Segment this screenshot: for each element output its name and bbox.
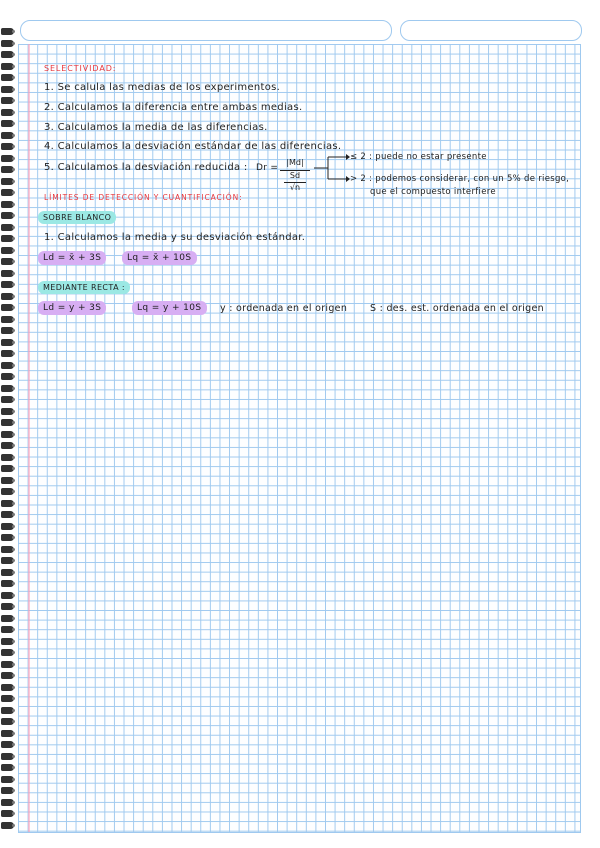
formula-numerator: |Md| (286, 158, 304, 167)
spiral-ring (1, 166, 14, 173)
section-title-selectividad: SELECTIVIDAD: (44, 64, 117, 73)
note-s: S : des. est. ordenada en el origen (370, 303, 544, 314)
spiral-ring (1, 592, 14, 599)
formula-ld-recta: Ld = y + 3S (38, 301, 106, 315)
spiral-ring (1, 247, 14, 254)
spiral-ring (1, 293, 14, 300)
formula-lq-recta: Lq = y + 10S (132, 301, 207, 315)
spiral-ring (1, 649, 14, 656)
spiral-ring (1, 431, 14, 438)
spiral-ring (1, 224, 14, 231)
spiral-ring (1, 339, 14, 346)
spiral-ring (1, 281, 14, 288)
spiral-ring (1, 316, 14, 323)
spiral-ring (1, 373, 14, 380)
spiral-ring (1, 178, 14, 185)
spiral-ring (1, 235, 14, 242)
outcome-gt-2: > 2 : podemos considerar, con un 5% de riesgo, (350, 174, 570, 184)
spiral-ring (1, 787, 14, 794)
spiral-ring (1, 396, 14, 403)
spiral-ring (1, 28, 14, 35)
spiral-ring (1, 327, 14, 334)
spiral-ring (1, 362, 14, 369)
step-5: 5. Calculamos la desviación reducida : (44, 162, 248, 173)
spiral-ring (1, 63, 14, 70)
outcome-gt-2-cont: que el compuesto interfiere (370, 187, 496, 197)
spiral-ring (1, 557, 14, 564)
spiral-ring (1, 454, 14, 461)
spiral-ring (1, 534, 14, 541)
spiral-binding (0, 28, 16, 832)
spiral-ring (1, 500, 14, 507)
step-2: 2. Calculamos la diferencia entre ambas medias. (44, 102, 303, 113)
formula-lhs: Dr = (256, 163, 279, 173)
spiral-ring (1, 477, 14, 484)
branch-arrows (312, 152, 352, 184)
spiral-ring (1, 155, 14, 162)
formula-denominator-bottom: √n (289, 183, 301, 192)
spiral-ring (1, 523, 14, 530)
spiral-ring (1, 258, 14, 265)
spiral-ring (1, 40, 14, 47)
step-4: 4. Calculamos la desviación estándar de las diferencias. (44, 141, 342, 152)
spiral-ring (1, 707, 14, 714)
spiral-ring (1, 810, 14, 817)
spiral-ring (1, 684, 14, 691)
tag-mediante-recta: MEDIANTE RECTA : (38, 281, 130, 294)
spiral-ring (1, 730, 14, 737)
formula-denominator-top: Sd (289, 171, 301, 180)
spiral-ring (1, 822, 14, 829)
spiral-ring (1, 615, 14, 622)
spiral-ring (1, 143, 14, 150)
spiral-ring (1, 764, 14, 771)
spiral-ring (1, 776, 14, 783)
spiral-ring (1, 350, 14, 357)
spiral-ring (1, 465, 14, 472)
spiral-ring (1, 304, 14, 311)
spiral-ring (1, 120, 14, 127)
spiral-ring (1, 212, 14, 219)
spiral-ring (1, 753, 14, 760)
spiral-ring (1, 672, 14, 679)
formula-lq-blanco: Lq = x̄ + 10S (122, 251, 197, 265)
spiral-ring (1, 569, 14, 576)
spiral-ring (1, 97, 14, 104)
spiral-ring (1, 741, 14, 748)
spiral-ring (1, 603, 14, 610)
spiral-ring (1, 638, 14, 645)
spiral-ring (1, 511, 14, 518)
spiral-ring (1, 626, 14, 633)
spiral-ring (1, 442, 14, 449)
formula-ld-blanco: Ld = x̄ + 3S (38, 251, 106, 265)
spiral-ring (1, 109, 14, 116)
spiral-ring (1, 718, 14, 725)
section-title-limites: LÍMITES DE DETECCIÓN Y CUANTIFICACIÓN: (44, 193, 243, 202)
spiral-ring (1, 189, 14, 196)
spiral-ring (1, 419, 14, 426)
sobre-blanco-step: 1. Calculamos la media y su desviación estándar. (44, 232, 306, 243)
spiral-ring (1, 799, 14, 806)
step-1: 1. Se calula las medias de los experimentos. (44, 82, 281, 93)
spiral-ring (1, 580, 14, 587)
spiral-ring (1, 51, 14, 58)
header-field-left (20, 20, 392, 41)
spiral-ring (1, 86, 14, 93)
spiral-ring (1, 201, 14, 208)
step-3: 3. Calculamos la media de las diferencias. (44, 122, 268, 133)
spiral-ring (1, 661, 14, 668)
spiral-ring (1, 695, 14, 702)
margin-line (28, 44, 30, 832)
outcome-le-2: ≤ 2 : puede no estar presente (350, 152, 487, 162)
spiral-ring (1, 74, 14, 81)
tag-sobre-blanco: SOBRE BLANCO (38, 211, 116, 224)
spiral-ring (1, 488, 14, 495)
spiral-ring (1, 546, 14, 553)
note-y: y : ordenada en el origen (220, 303, 348, 314)
spiral-ring (1, 385, 14, 392)
spiral-ring (1, 270, 14, 277)
spiral-ring (1, 132, 14, 139)
spiral-ring (1, 408, 14, 415)
header-field-right (400, 20, 582, 41)
